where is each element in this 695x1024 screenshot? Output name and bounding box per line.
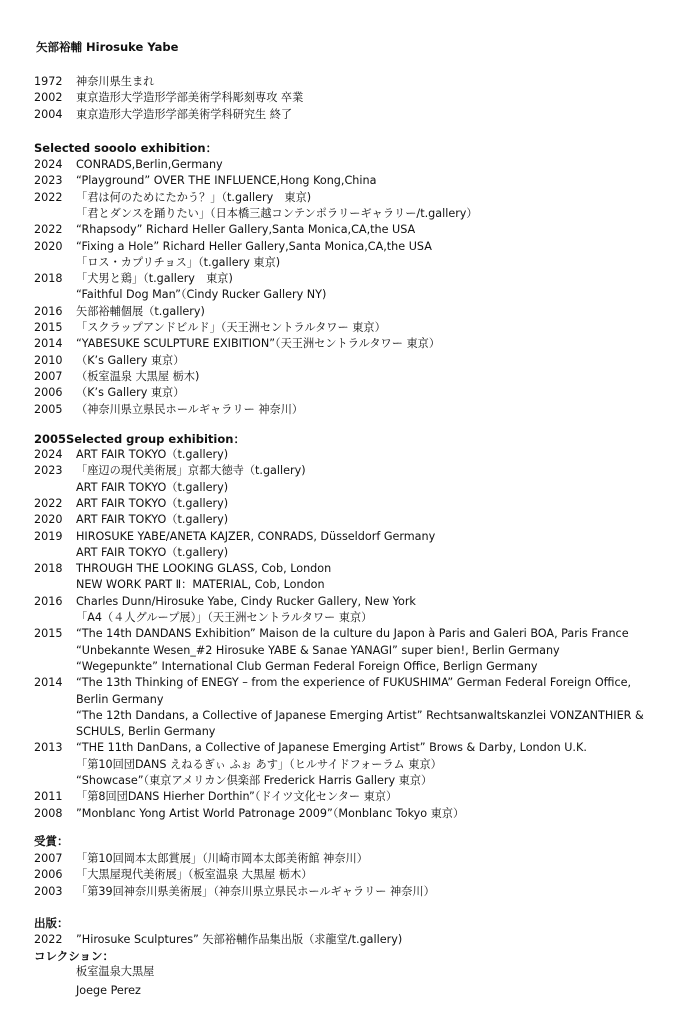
solo-exhibition-heading: Selected sooolo exhibition： <box>34 141 218 155</box>
group-exhibition-row <box>34 708 644 724</box>
group-exhibition-row <box>34 447 228 463</box>
entry-year: 2002 <box>34 91 63 105</box>
entry-year: 2008 <box>34 806 63 820</box>
entry-text: SCHULS, Berlin Germany <box>76 725 216 739</box>
entry-text: （K’s Gallery 東京） <box>76 386 185 400</box>
bio-row <box>34 90 303 106</box>
entry-text: （神奈川県立県民ホールギャラリー 神奈川） <box>76 402 304 416</box>
entry-text: 「君とダンスを踊りたい」（日本橋三越コンテンポラリーギャラリー/t.gallery） <box>76 206 478 220</box>
entry-text: “YABESUKE SCULPTURE EXIBITION”（天王洲セントラルタワー 東京） <box>76 337 441 351</box>
award-row <box>34 884 435 900</box>
entry-year: 2015 <box>34 321 63 334</box>
entry-year: 2014 <box>34 337 63 351</box>
entry-text: 東京造形大学造形学部美術学科彫刻専攻 卒業 <box>76 91 304 105</box>
entry-year: 2022 <box>34 190 63 204</box>
solo-exhibition-row <box>34 157 223 173</box>
entry-text: ART FAIR TOKYO（t.gallery) <box>76 513 229 527</box>
group-exhibition-heading: 2005Selected group exhibition： <box>34 432 245 446</box>
bio-row <box>34 107 292 123</box>
entry-year: 2022 <box>34 933 63 946</box>
publications-heading: 出版： <box>34 916 69 930</box>
entry-year: 2024 <box>34 448 63 461</box>
entry-year: 2024 <box>34 158 63 171</box>
entry-year: 2020 <box>34 239 63 253</box>
publication-row <box>34 932 402 948</box>
solo-exhibition-row <box>34 369 199 385</box>
awards-heading: 受賞： <box>34 834 69 848</box>
solo-exhibition-row <box>34 385 184 401</box>
entry-year: 2022 <box>34 223 63 237</box>
entry-text: CONRADS,Berlin,Germany <box>76 158 223 171</box>
group-exhibition-row <box>34 529 435 545</box>
group-exhibition-row <box>34 594 416 610</box>
group-exhibition-row <box>34 463 306 479</box>
entry-text: 「ロス・カプリチョス」（t.gallery 東京) <box>76 255 281 269</box>
entry-year: 2019 <box>34 529 63 543</box>
solo-exhibition-row <box>34 239 432 255</box>
entry-text: THROUGH THE LOOKING GLASS, Cob, London <box>76 562 332 576</box>
entry-text: “Rhapsody” Richard Heller Gallery,Santa Monica,CA,the USA <box>76 223 416 237</box>
group-exhibition-row <box>34 740 587 756</box>
entry-text: 神奈川県生まれ <box>76 75 155 88</box>
entry-year: 2006 <box>34 868 63 882</box>
solo-exhibition-row <box>34 287 326 303</box>
entry-year: 2015 <box>34 627 63 641</box>
entry-text: ”Monblanc Yong Artist World Patronage 2009”（Monblanc Tokyo 東京） <box>76 806 465 820</box>
group-exhibition-row <box>34 659 538 675</box>
entry-year: 2007 <box>34 369 63 383</box>
solo-exhibition-row <box>34 320 386 336</box>
entry-text: ”Hirosuke Sculptures” 矢部裕輔作品集出版（求龍堂/t.gallery) <box>76 933 403 946</box>
entry-year: 2011 <box>34 790 63 804</box>
group-exhibition-row <box>34 480 228 496</box>
group-exhibition-row <box>34 561 331 577</box>
entry-text: “Faithful Dog Man”（Cindy Rucker Gallery NY) <box>76 288 327 302</box>
entry-text: “Playground” OVER THE INFLUENCE,Hong Kong,China <box>76 174 377 188</box>
entry-text: “Fixing a Hole” Richard Heller Gallery,Santa Monica,CA,the USA <box>76 239 432 253</box>
group-exhibition-row <box>34 692 163 708</box>
entry-text: 「スクラップアンドビルド」（天王洲セントラルタワー 東京） <box>76 321 386 334</box>
entry-text: “Wegepunkte” International Club German Federal Foreign Office, Berlign Germany <box>76 659 538 673</box>
entry-text: Berlin Germany <box>76 692 164 706</box>
solo-exhibition-row <box>34 271 233 287</box>
entry-text: 「第10回団DANS えねるぎぃ ふぉ あす」（ヒルサイドフォーラム 東京） <box>76 757 442 771</box>
group-exhibition-row <box>34 773 432 789</box>
entry-text: （K’s Gallery 東京） <box>76 353 185 367</box>
entry-year: 2022 <box>34 496 63 510</box>
bio-row <box>34 74 154 90</box>
entry-year: 2023 <box>34 464 63 478</box>
entry-text: ART FAIR TOKYO（t.gallery) <box>76 480 229 494</box>
entry-text: 「犬男と鶏」（t.gallery 東京) <box>76 272 233 286</box>
entry-text: 「第39回神奈川県美術展」（神奈川県立県民ホールギャラリー 神奈川） <box>76 884 435 898</box>
collection-item: Joege Perez <box>76 984 141 997</box>
solo-exhibition-row <box>34 402 303 418</box>
solo-exhibition-row <box>34 304 205 320</box>
entry-year: 2018 <box>34 272 63 286</box>
award-row <box>34 851 368 867</box>
solo-exhibition-row <box>34 255 280 271</box>
entry-text: 「大黒屋現代美術展」（板室温泉 大黒屋 栃木） <box>76 868 313 882</box>
group-exhibition-row <box>34 806 464 822</box>
entry-text: 「君は何のためにたかう？」（t.gallery 東京) <box>76 190 312 204</box>
group-exhibition-row <box>34 496 228 512</box>
group-exhibition-row <box>34 757 442 773</box>
artist-name-title: 矢部裕輔 Hirosuke Yabe <box>36 40 179 54</box>
solo-exhibition-row <box>34 353 184 369</box>
entry-text: ART FAIR TOKYO（t.gallery) <box>76 545 229 559</box>
group-exhibition-row <box>34 789 397 805</box>
group-exhibition-row <box>34 724 215 740</box>
entry-text: “The 13th Thinking of ENEGY – from the experience of FUKUSHIMA” German Federal Foreign Office, <box>76 676 632 690</box>
entry-text: ART FAIR TOKYO（t.gallery) <box>76 448 229 461</box>
entry-year: 2016 <box>34 594 63 608</box>
award-row <box>34 867 312 883</box>
group-exhibition-row <box>34 675 631 691</box>
entry-text: 東京造形大学造形学部美術学科研究生 終了 <box>76 107 293 121</box>
entry-year: 2007 <box>34 852 63 865</box>
entry-year: 2014 <box>34 676 63 690</box>
group-exhibition-row <box>34 512 228 528</box>
solo-exhibition-row <box>34 206 478 222</box>
entry-year: 2003 <box>34 884 63 898</box>
entry-year: 2010 <box>34 353 63 367</box>
entry-text: NEW WORK PART Ⅱ：MATERIAL, Cob, London <box>76 578 325 592</box>
entry-year: 2020 <box>34 513 63 527</box>
group-exhibition-row <box>34 545 228 561</box>
entry-text: HIROSUKE YABE/ANETA KAJZER, CONRADS, Düsseldorf Germany <box>76 529 436 543</box>
solo-exhibition-row <box>34 336 440 352</box>
collection-item: 板室温泉大黒屋 <box>76 965 155 978</box>
entry-text: （板室温泉 大黒屋 栃木) <box>76 369 200 383</box>
entry-year: 2005 <box>34 402 63 416</box>
group-exhibition-row <box>34 577 325 593</box>
entry-text: “Showcase”（東京アメリカン倶楽部 Frederick Harris Gallery 東京） <box>76 774 433 787</box>
entry-year: 2006 <box>34 386 63 400</box>
entry-year: 2016 <box>34 304 63 318</box>
solo-exhibition-row <box>34 173 376 189</box>
solo-exhibition-row <box>34 222 415 238</box>
entry-year: 2004 <box>34 107 63 121</box>
entry-text: 「第10回岡本太郎賞展」（川崎市岡本太郎美術館 神奈川） <box>76 852 368 865</box>
entry-text: 矢部裕輔個展（t.gallery) <box>76 304 205 318</box>
solo-exhibition-row <box>34 190 311 206</box>
entry-text: “The 14th DANDANS Exhibition” Maison de la culture du Japon à Paris and Galeri BOA, Paris France <box>76 627 629 641</box>
entry-text: ART FAIR TOKYO（t.gallery) <box>76 496 229 510</box>
entry-text: 「A4（４人グループ展）」（天王洲セントラルタワー 東京） <box>76 611 373 624</box>
entry-text: 「座辺の現代美術展」京都大徳寺（t.gallery) <box>76 464 306 478</box>
entry-text: 「第8回団DANS Hierher Dorthin”（ドイツ文化センター 東京） <box>76 790 398 804</box>
entry-year: 2013 <box>34 741 63 755</box>
group-exhibition-row <box>34 643 560 659</box>
collections-heading: コレクション： <box>34 949 115 963</box>
group-exhibition-row <box>34 626 629 642</box>
group-exhibition-row <box>34 610 372 626</box>
entry-year: 1972 <box>34 75 63 88</box>
entry-text: Charles Dunn/Hirosuke Yabe, Cindy Rucker Gallery, New York <box>76 594 416 608</box>
entry-text: “THE 11th DanDans, a Collective of Japanese Emerging Artist” Brows & Darby, London U.K. <box>76 741 587 755</box>
entry-text: “The 12th Dandans, a Collective of Japanese Emerging Artist” Rechtsanwaltskanzlei VONZANTHIER & <box>76 708 644 722</box>
entry-year: 2023 <box>34 174 63 188</box>
entry-text: “Unbekannte Wesen_#2 Hirosuke YABE & Sanae YANAGI” super bien!, Berlin Germany <box>76 643 560 657</box>
entry-year: 2018 <box>34 562 63 576</box>
